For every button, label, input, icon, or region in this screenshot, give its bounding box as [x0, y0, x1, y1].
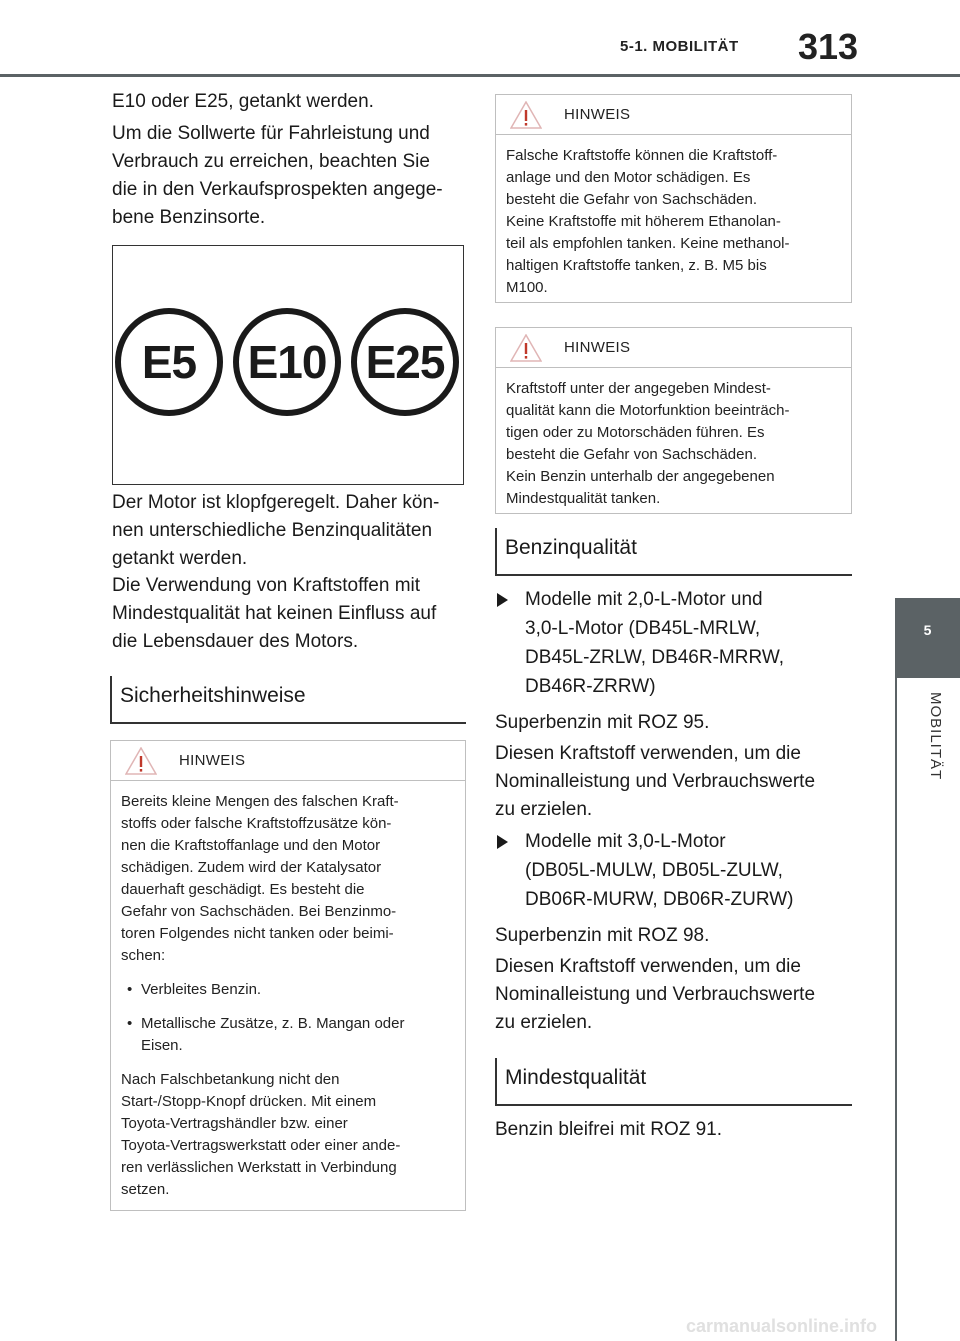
- arrow-bullet-icon: [497, 593, 508, 607]
- heading-text: Sicherheitshinweise: [120, 684, 306, 707]
- paragraph-lebensdauer: [112, 572, 436, 656]
- notice-body: [111, 781, 465, 1211]
- heading-rule: [495, 574, 852, 576]
- notice-intro: Bereits kleine Mengen des falschen Kraft- stoffs oder falsche Kraftstoffzusätze kön- nen die Kraftstoffanlage und den Motor schädigen. Zudem wird der Katalysator dauerhaft geschädigt. Es besteht die Gefahr von Sachschäden. Bei Benzinmo- toren Folgendes nicht tanken oder beimi- schen:: [121, 793, 399, 964]
- heading-rule: [495, 1104, 852, 1106]
- text-line: (DB05L-MULW, DB05L-ZULW,: [525, 860, 783, 881]
- text-line: Der Motor ist klopfgeregelt. Daher kön-: [112, 492, 440, 513]
- usage-note-2: [495, 953, 815, 1037]
- notice-label: HINWEIS: [179, 752, 246, 769]
- chapter-tab-line: [895, 678, 897, 1341]
- text-line: zu erzielen.: [495, 799, 593, 820]
- fuel-roz-98: Superbenzin mit ROZ 98.: [495, 925, 710, 946]
- text-line: Nominalleistung und Verbrauchswerte: [495, 771, 816, 792]
- text-line: Modelle mit 3,0-L-Motor: [525, 831, 726, 852]
- text-line: Modelle mit 2,0-L-Motor und: [525, 589, 763, 610]
- section-reference: 5-1. MOBILITÄT: [620, 38, 739, 55]
- model-group-text: [525, 827, 794, 914]
- warning-triangle-icon: [510, 334, 542, 362]
- model-group-text: [525, 585, 784, 701]
- text-line: die Lebensdauer des Motors.: [112, 631, 359, 652]
- heading-bar: [495, 1058, 497, 1106]
- text-line: Um die Sollwerte für Fahrleistung und: [112, 123, 430, 144]
- header-rule: [0, 74, 960, 77]
- notice-outro: Nach Falschbetankung nicht den Start-/Stopp-Knopf drücken. Mit einem Toyota-Vertragshändler bzw. einer Toyota-Vertragswerkstatt oder einer ande- ren verlässlichen Werkstatt in Verbindung setzen.: [121, 1071, 401, 1198]
- text-line: Diesen Kraftstoff verwenden, um die: [495, 743, 801, 764]
- text-line: nen unterschiedliche Benzinqualitäten: [112, 520, 433, 541]
- heading-bar: [495, 528, 497, 576]
- model-group-2-0-l: [497, 585, 847, 705]
- paragraph-sollwerte: [112, 120, 443, 232]
- model-group-3-0-l: [497, 827, 847, 917]
- notice-body: Falsche Kraftstoffe können die Kraftstoff- anlage und den Motor schädigen. Es besteht die Gefahr von Sachschäden. Keine Kraftstoffe mit höherem Ethanolan- teil als empfohlen tanken. Keine methanol- haltigen Kraftstoffe tanken, z. B. M5 bis M100.: [506, 147, 790, 296]
- text-line: Die Verwendung von Kraftstoffen mit: [112, 575, 421, 596]
- warning-triangle-icon: [125, 747, 157, 775]
- notice-label: HINWEIS: [564, 106, 631, 123]
- page-number: 313: [798, 26, 859, 67]
- notice-box-falschbetankung: [110, 740, 466, 1211]
- text-line: Mindestqualität hat keinen Einfluss auf: [112, 603, 437, 624]
- heading-text: Benzinqualität: [505, 536, 637, 559]
- text-line: die in den Verkaufsprospekten angege-: [112, 179, 443, 200]
- text-line: DB46R-ZRRW): [525, 676, 656, 697]
- text-line: bene Benzinsorte.: [112, 207, 266, 228]
- fuel-label-e25: E25: [351, 308, 459, 416]
- paragraph-klopfgeregelt: [112, 489, 439, 573]
- min-quality-text: Benzin bleifrei mit ROZ 91.: [495, 1119, 723, 1140]
- notice-header: [496, 95, 851, 135]
- fuel-roz-95: Superbenzin mit ROZ 95.: [495, 712, 710, 733]
- notice-label: HINWEIS: [564, 339, 631, 356]
- warning-triangle-icon: [510, 101, 542, 129]
- text-line: zu erzielen.: [495, 1012, 593, 1033]
- notice-box-falsche-kraftstoffe: [495, 94, 852, 303]
- text-line: 3,0-L-Motor (DB45L-MRLW,: [525, 618, 761, 639]
- heading-rule: [110, 722, 466, 724]
- text-line: DB06R-MURW, DB06R-ZURW): [525, 889, 794, 910]
- notice-header: [496, 328, 851, 368]
- text-line: Nominalleistung und Verbrauchswerte: [495, 984, 816, 1005]
- text-line: DB45L-ZRLW, DB46R-MRRW,: [525, 647, 785, 668]
- heading-text: Mindestqualität: [505, 1066, 647, 1089]
- text-line: Verbrauch zu erreichen, beachten Sie: [112, 151, 430, 172]
- text-line: Diesen Kraftstoff verwenden, um die: [495, 956, 801, 977]
- arrow-bullet-icon: [497, 835, 508, 849]
- heading-bar: [110, 676, 112, 724]
- notice-bullet: • Metallische Zusätze, z. B. Mangan oder Eisen.: [121, 1013, 455, 1057]
- notice-box-mindestqualitaet: [495, 327, 852, 514]
- notice-header: [111, 741, 465, 781]
- fuel-label-e5: E5: [115, 308, 223, 416]
- chapter-tab[interactable]: 5: [895, 598, 960, 678]
- watermark: carmanualsonline.info: [686, 1316, 878, 1336]
- usage-note-1: [495, 740, 815, 824]
- chapter-tab-label: MOBILITÄT: [927, 692, 944, 781]
- notice-bullet-list: [121, 979, 455, 1057]
- fuel-label-e10: E10: [233, 308, 341, 416]
- fuel-label-figure: [112, 245, 464, 485]
- text-line: getankt werden.: [112, 548, 248, 569]
- notice-body: Kraftstoff unter der angegeben Mindest- qualität kann die Motorfunktion beeinträch- tigen oder zu Motorschäden führen. Es besteht die Gefahr von Sachschäden. Kein Benzin unterhalb der angegebenen Mindestqualität tanken.: [506, 380, 790, 507]
- intro-line: E10 oder E25, getankt werden.: [112, 91, 374, 112]
- notice-bullet: • Verbleites Benzin.: [121, 979, 455, 1001]
